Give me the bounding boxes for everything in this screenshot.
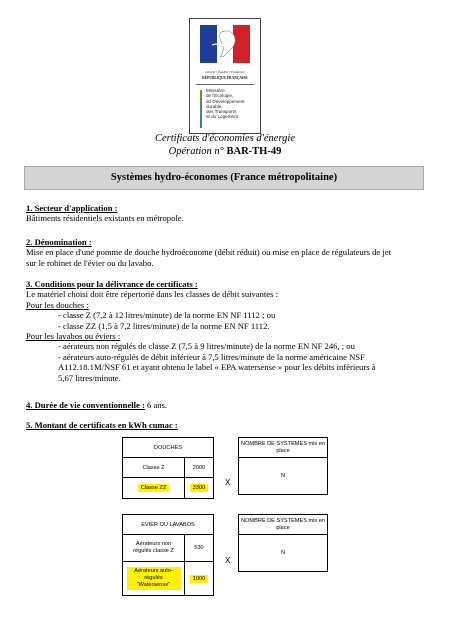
systems-count-value: N	[280, 550, 286, 556]
table-title: DOUCHES	[123, 438, 213, 458]
section-denomination	[26, 237, 426, 268]
table-title: NOMBRE DE SYSTEMES mis en place	[239, 515, 327, 535]
section-heading: 4. Durée de vie conventionnelle :	[26, 400, 145, 410]
table-title: EVIER OU LAVABOS	[123, 515, 213, 535]
table-title: NOMBRE DE SYSTEMES mis en place	[239, 438, 327, 458]
operation-number: Opération n° BAR-TH-49	[168, 146, 282, 157]
systems-count-table	[238, 514, 328, 572]
list-item: A112.18.1M/NSF 61 et ayant obtenu le label « EPA watersense » pour les débits inférieurs à	[58, 362, 376, 373]
ministry-block	[194, 88, 258, 132]
republic-name: RÉPUBLIQUE FRANÇAISE	[202, 76, 248, 80]
list-item: 5,67 litres/minute.	[58, 372, 121, 383]
section-body: Bâtiments résidentiels existants en métropole.	[26, 213, 184, 224]
section-body: Mise en place d'une pomme de douche hydroéconome (débit réduit) ou mise en place de régulateurs de jet	[26, 247, 391, 258]
multiply-sign: X	[225, 556, 231, 565]
table-row-value: 3300	[185, 478, 213, 498]
systems-count-value: N	[280, 473, 286, 479]
ministry-color-bar	[200, 90, 202, 128]
document-title: Certificats d'économies d'énergie	[155, 133, 295, 144]
systems-count-table	[238, 437, 328, 495]
lavabos-label: Pour les lavabos ou éviers :	[26, 331, 121, 342]
section-montant	[26, 420, 426, 430]
evier-lavabos-table	[122, 514, 214, 596]
operation-code: BAR-TH-49	[226, 146, 282, 157]
douches-label: Pour les douches :	[26, 299, 89, 310]
section-heading: 2. Dénomination :	[26, 237, 92, 247]
section-duree	[26, 400, 426, 410]
section-conditions	[26, 279, 426, 383]
operation-banner: Systèmes hydro-économes (France métropolitaine)	[24, 166, 424, 190]
table-row-value: 1000	[185, 562, 213, 595]
list-item: - classe Z (7,2 à 12 litres/minute) de la norme EN NF 1112 ; ou	[58, 310, 276, 321]
section-intro: Le matériel choisi doit être répertorié dans les classes de débit suivantes :	[26, 289, 278, 300]
list-item: - aérateurs auto-régulés de débit inférieur à 7,5 litres/minute de la norme américaine NSF	[58, 351, 365, 362]
marianne-flag-icon	[190, 19, 260, 69]
section-heading: 1. Secteur d'application :	[26, 203, 118, 213]
section-body: sur le robinet de l'évier ou du lavabo.	[26, 257, 154, 268]
ministry-name: Ministère de l'Écologie, du Développement durable, des Transports et du Logement	[206, 88, 245, 120]
table-row-label: Classe ZZ	[123, 478, 185, 498]
section-secteur	[26, 203, 426, 224]
table-row-label: Aérateurs non régulés classe Z	[123, 535, 185, 562]
multiply-sign: X	[225, 478, 231, 487]
section-heading: 5. Montant de certificats en kWh cumac :	[26, 420, 178, 430]
logo-divider	[196, 84, 254, 85]
table-row-value: 2000	[185, 458, 213, 478]
duree-value: 6 ans.	[147, 400, 168, 410]
republic-motto: Liberté • Égalité • Fraternité	[205, 70, 245, 74]
table-row-label: Aérateurs auto-régulés "Watersense"	[123, 562, 185, 595]
table-row-value: 530	[185, 535, 213, 562]
section-heading: 3. Conditions pour la délivrance de certificats :	[26, 279, 198, 289]
table-row-label: Classe Z	[123, 458, 185, 478]
douches-table	[122, 437, 214, 499]
list-item: - aérateurs non régulés de classe Z (7,5 à 9 litres/minute) de la norme EN NF 246, ; ou	[58, 341, 355, 352]
list-item: - classe ZZ (1,5 à 7,2 litres/minute) de la norme EN NF 1112.	[58, 320, 270, 331]
marianne-logo	[189, 18, 261, 134]
